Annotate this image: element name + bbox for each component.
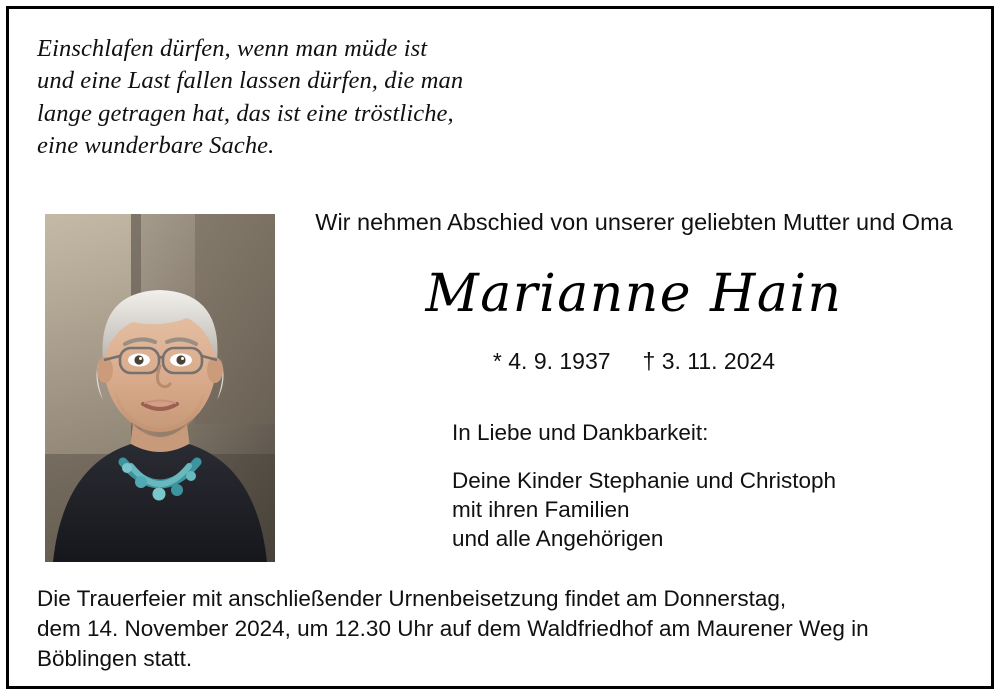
portrait-photo <box>45 214 275 562</box>
ceremony-details <box>37 584 969 673</box>
birth-death-dates: * 4. 9. 1937 † 3. 11. 2024 <box>492 347 776 374</box>
verse-block <box>37 33 969 162</box>
verse-line-3: lange getragen hat, das ist eine tröstliche, <box>37 99 454 127</box>
tribute-line-1: Deine Kinder Stephanie und Christoph <box>451 468 836 494</box>
farewell-line: Wir nehmen Abschied von unserer geliebten Mutter und Oma <box>315 209 953 236</box>
notice-content <box>9 9 991 686</box>
deceased-name: Marianne Hain <box>425 263 843 324</box>
ceremony-line-1: Die Trauerfeier mit anschließender Urnenbeisetzung findet am Donnerstag, <box>37 586 787 612</box>
verse-line-1: Einschlafen dürfen, wenn man müde ist <box>37 35 428 62</box>
portrait-image <box>45 214 275 562</box>
tribute-heading: In Liebe und Dankbarkeit: <box>451 419 709 445</box>
ceremony-line-3: Böblingen statt. <box>37 645 193 671</box>
tribute-line-2: mit ihren Familien <box>451 497 630 523</box>
tribute-line-3: und alle Angehörigen <box>451 526 664 552</box>
announcement-block <box>299 206 969 554</box>
verse-line-2: und eine Last fallen lassen dürfen, die man <box>37 67 464 95</box>
tribute-block <box>299 419 969 554</box>
verse-line-4: eine wunderbare Sache. <box>37 131 275 159</box>
tribute-spacer <box>452 447 836 467</box>
ceremony-line-2: dem 14. November 2024, um 12.30 Uhr auf dem Waldfriedhof am Maurener Weg in <box>37 616 869 641</box>
middle-section <box>31 206 969 566</box>
